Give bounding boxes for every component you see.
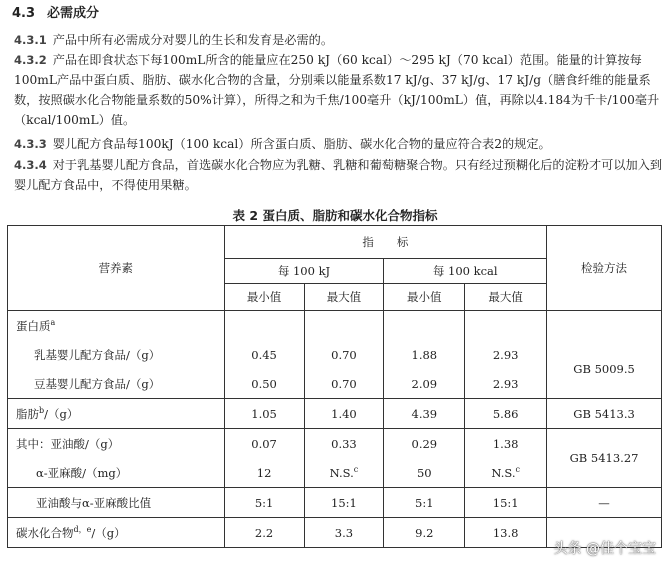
- method-cell: GB 5009.5: [547, 340, 662, 399]
- row-label: 乳基婴儿配方食品/（g）: [8, 340, 225, 369]
- row-label: α-亚麻酸/（mg）: [8, 458, 225, 488]
- paragraph-4-3-4: [14, 155, 664, 195]
- cell: 4.39: [384, 399, 465, 429]
- cell: 2.93: [465, 369, 547, 399]
- cell: 12: [224, 458, 304, 488]
- row-label: 其中：亚油酸/（g）: [8, 429, 225, 459]
- cell: 0.70: [304, 340, 384, 369]
- method-cell: GB 5413.3: [547, 399, 662, 429]
- table-row: [8, 311, 662, 341]
- method-cell: —: [547, 488, 662, 518]
- header-max: 最大值: [304, 284, 384, 311]
- header-min: 最小值: [224, 284, 304, 311]
- section-number: 4.3: [12, 6, 36, 21]
- table-row: [8, 488, 662, 518]
- cell: 0.70: [304, 369, 384, 399]
- paragraph-number: 4.3.1: [14, 33, 47, 47]
- cell: 0.45: [224, 340, 304, 369]
- nutrient-table: [7, 225, 662, 548]
- row-label: 脂肪$^b$/（g）: [8, 399, 225, 429]
- protein-label: 蛋白质$^a$: [8, 311, 225, 341]
- cell: 1.88: [384, 340, 465, 369]
- cell: 15:1: [304, 488, 384, 518]
- paragraph-4-3-3: [14, 134, 664, 154]
- cell: 50: [384, 458, 465, 488]
- cell: 15:1: [465, 488, 547, 518]
- cell: 5:1: [224, 488, 304, 518]
- table-row: [8, 399, 662, 429]
- row-label: 豆基婴儿配方食品/（g）: [8, 369, 225, 399]
- table-row: [8, 429, 662, 459]
- paragraph-number: 4.3.2: [14, 53, 47, 67]
- paragraph-4-3-1: [14, 30, 664, 50]
- header-max: 最大值: [465, 284, 547, 311]
- cell: N.S.$^c$: [304, 458, 384, 488]
- paragraph-text: 对于乳基婴儿配方食品，首选碳水化合物应为乳糖、乳糖和葡萄糖聚合物。只有经过预糊化后的淀粉才可以加入到婴儿配方食品中，不得使用果糖。: [14, 158, 663, 192]
- cell: N.S.$^c$: [465, 458, 547, 488]
- watermark: 头条 @佳个宝宝: [553, 541, 656, 557]
- paragraph-text: 产品在即食状态下每100mL所含的能量应在250 kJ（60 kcal）～295 kJ（70 kcal）范围。能量的计算按每100mL产品中蛋白质、脂肪、碳水化合物的含量，分别乘以能量系数17 kJ/g、37 kJ/g、17 kJ/g（膳食纤维的能量系数，按照碳水化合物能量系数的50%计算），所得之和为千焦/100毫升（kJ/100mL）值，再除以4.184为千卡/100毫升（kcal/100mL）值。: [14, 53, 660, 127]
- cell: 5.86: [465, 399, 547, 429]
- row-label: 碳水化合物$^{d,e}$/（g）: [8, 518, 225, 548]
- cell: 1.40: [304, 399, 384, 429]
- cell: 5:1: [384, 488, 465, 518]
- row-label: 亚油酸与α-亚麻酸比值: [8, 488, 225, 518]
- cell: 2.09: [384, 369, 465, 399]
- cell: 13.8: [465, 518, 547, 548]
- cell: 0.33: [304, 429, 384, 459]
- header-method: 检验方法: [547, 226, 662, 311]
- paragraph-text: 产品中所有必需成分对婴儿的生长和发育是必需的。: [52, 33, 334, 47]
- paragraph-text: 婴儿配方食品每100kJ（100 kcal）所含蛋白质、脂肪、碳水化合物的量应符合表2的规定。: [52, 137, 551, 151]
- cell: 0.29: [384, 429, 465, 459]
- cell: 9.2: [384, 518, 465, 548]
- method-cell: GB 5413.27: [547, 429, 662, 488]
- section-title: 必需成分: [47, 6, 100, 21]
- cell: 1.38: [465, 429, 547, 459]
- paragraph-number: 4.3.4: [14, 158, 47, 172]
- paragraph-number: 4.3.3: [14, 137, 47, 151]
- cell: 2.93: [465, 340, 547, 369]
- cell: 3.3: [304, 518, 384, 548]
- section-heading: [12, 2, 99, 21]
- header-min: 最小值: [384, 284, 465, 311]
- cell: 2.2: [224, 518, 304, 548]
- header-per-kcal: 每 100 kcal: [384, 259, 547, 284]
- header-nutrient: 营养素: [8, 226, 225, 311]
- table-row: [8, 340, 662, 369]
- paragraph-4-3-2: [14, 50, 664, 130]
- cell: 0.07: [224, 429, 304, 459]
- table-title: 表 2 蛋白质、脂肪和碳水化合物指标: [232, 208, 438, 223]
- cell: 1.05: [224, 399, 304, 429]
- header-per-kj: 每 100 kJ: [224, 259, 384, 284]
- cell: 0.50: [224, 369, 304, 399]
- header-indicator: 指 标: [224, 226, 546, 259]
